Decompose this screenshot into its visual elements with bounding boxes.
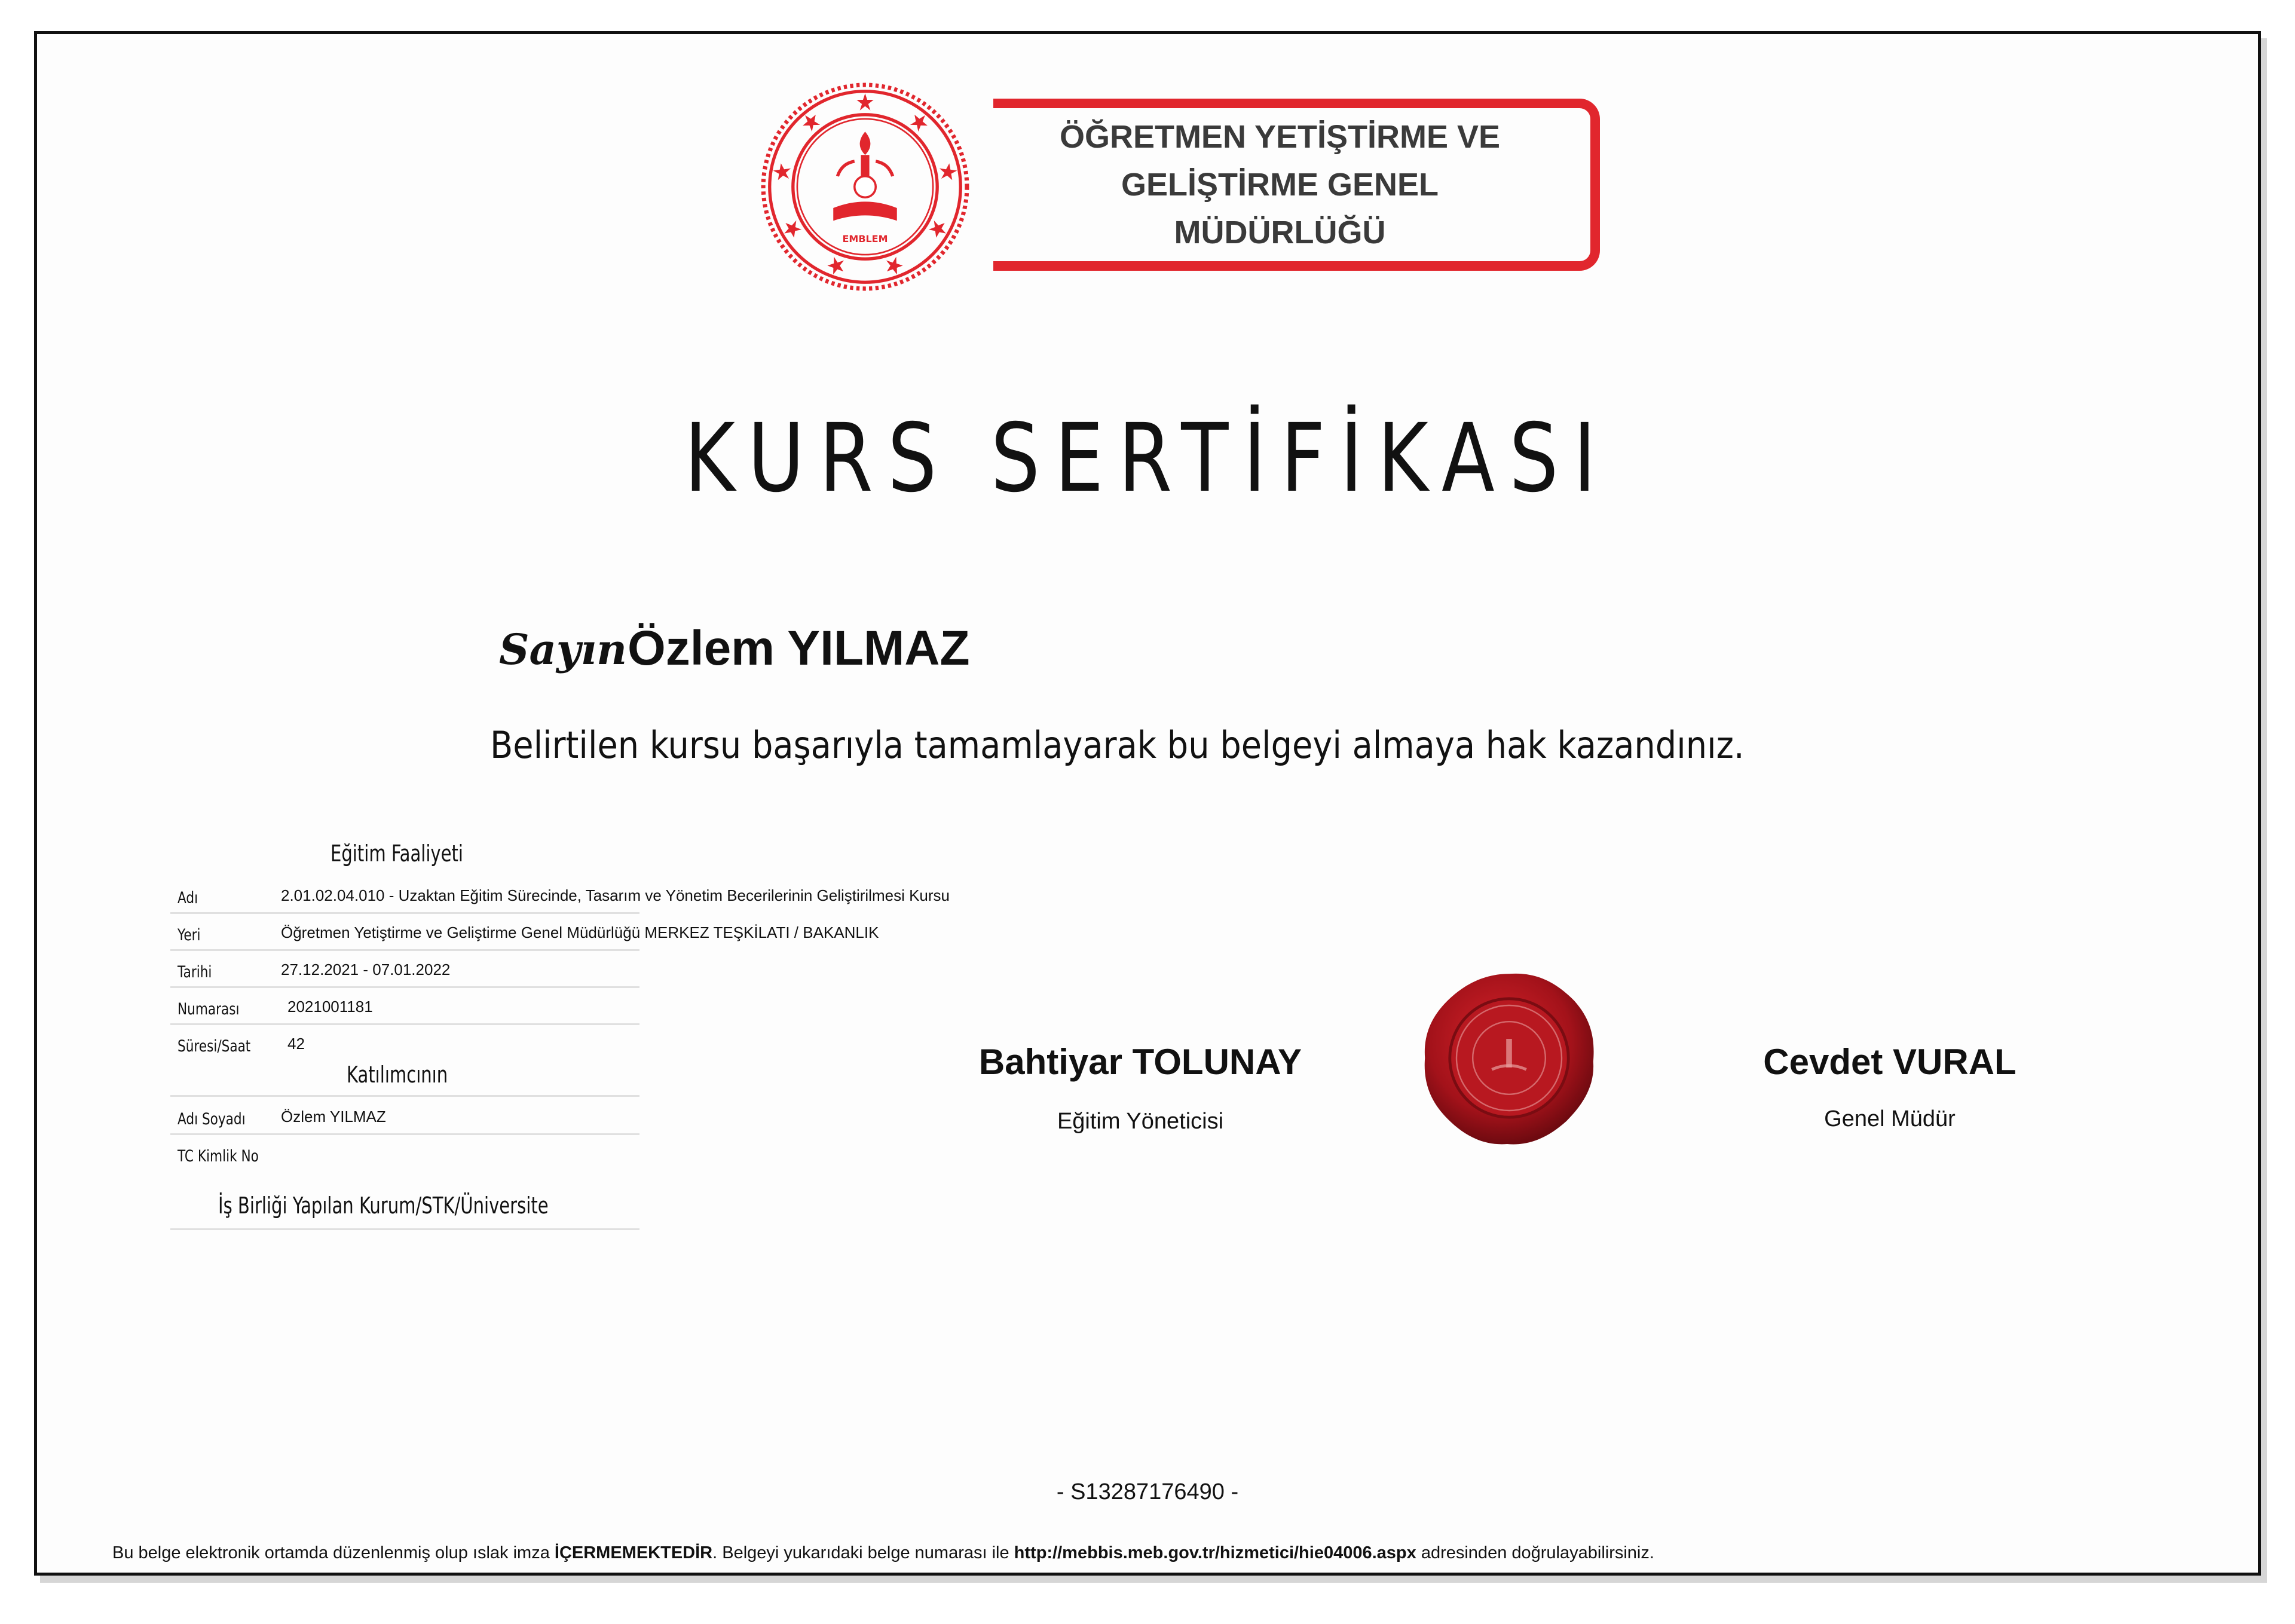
- recipient-name: Özlem YILMAZ: [628, 621, 970, 675]
- row-value: 42: [287, 1035, 305, 1053]
- footer-text: adresinden doğrulayabilirsiniz.: [1416, 1543, 1654, 1562]
- signer-name: Cevdet VURAL: [1763, 1042, 2016, 1082]
- row-label: Adı: [178, 889, 198, 907]
- row-label: Adı Soyadı: [178, 1110, 246, 1128]
- row-label: Numarası: [178, 1000, 240, 1019]
- table-row: [170, 1136, 639, 1170]
- verification-link[interactable]: http://mebbis.meb.gov.tr/hizmetici/hie04006.aspx: [1014, 1543, 1416, 1562]
- row-value: Öğretmen Yetiştirme ve Geliştirme Genel Müdürlüğü MERKEZ TEŞKİLATI / BAKANLIK: [281, 923, 879, 941]
- signer-role: Eğitim Yöneticisi: [1057, 1109, 1224, 1134]
- table-row: [170, 877, 950, 914]
- row-label: Tarihi: [178, 963, 212, 981]
- participant-heading: Katılımcının: [347, 1062, 448, 1088]
- row-value: 2021001181: [287, 998, 373, 1016]
- org-line-2: GELİŞTİRME GENEL: [1121, 167, 1439, 203]
- row-value: Özlem YILMAZ: [281, 1108, 386, 1126]
- wax-seal-icon: [1413, 962, 1605, 1154]
- verification-footer: [112, 1543, 1654, 1563]
- achievement-message: Belirtilen kursu başarıyla tamamlayarak bu belgeyi almaya hak kazandınız.: [490, 723, 1745, 767]
- table-row: [170, 952, 639, 988]
- table-row: [170, 915, 879, 951]
- partner-heading-row: [170, 1192, 639, 1230]
- table-row: [170, 1026, 639, 1060]
- activity-heading: Eğitim Faaliyeti: [331, 840, 463, 867]
- org-line-3: MÜDÜRLÜĞÜ: [1174, 215, 1386, 250]
- partner-heading: İş Birliği Yapılan Kurum/STK/Üniversite: [218, 1192, 549, 1219]
- salutation: Sayın: [499, 625, 628, 674]
- signer-general-manager: [1651, 1041, 2129, 1132]
- certificate-number: - S13287176490 -: [1056, 1479, 1239, 1504]
- signer-education-manager: [901, 1041, 1379, 1134]
- certificate-title: KURS SERTİFİKASI: [684, 403, 1611, 513]
- signer-role: Genel Müdür: [1824, 1106, 1956, 1131]
- signer-name: Bahtiyar TOLUNAY: [978, 1042, 1302, 1082]
- organization-name: [1060, 113, 1500, 256]
- table-row: [170, 1099, 639, 1135]
- ministry-emblem-logo: [759, 81, 971, 293]
- row-value: 27.12.2021 - 07.01.2022: [281, 961, 451, 978]
- svg-text:EMBLEM: EMBLEM: [842, 233, 888, 244]
- table-row: [170, 989, 639, 1025]
- footer-bold-notice: İÇERMEMEKTEDİR: [554, 1543, 713, 1562]
- org-line-1: ÖĞRETMEN YETİŞTİRME VE: [1059, 119, 1501, 155]
- footer-text: Bu belge elektronik ortamda düzenlenmiş olup ıslak imza: [112, 1543, 555, 1562]
- organization-box: [993, 99, 1600, 271]
- row-label: TC Kimlik No: [178, 1147, 259, 1166]
- participant-heading-row: [170, 1063, 639, 1097]
- row-value: 2.01.02.04.010 - Uzaktan Eğitim Sürecinde, Tasarım ve Yönetim Becerilerinin Geliştirilmesi Kursu: [281, 886, 950, 904]
- row-label: Süresi/Saat: [178, 1037, 251, 1056]
- row-label: Yeri: [178, 926, 201, 944]
- footer-text: . Belgeyi yukarıdaki belge numarası ile: [712, 1543, 1014, 1562]
